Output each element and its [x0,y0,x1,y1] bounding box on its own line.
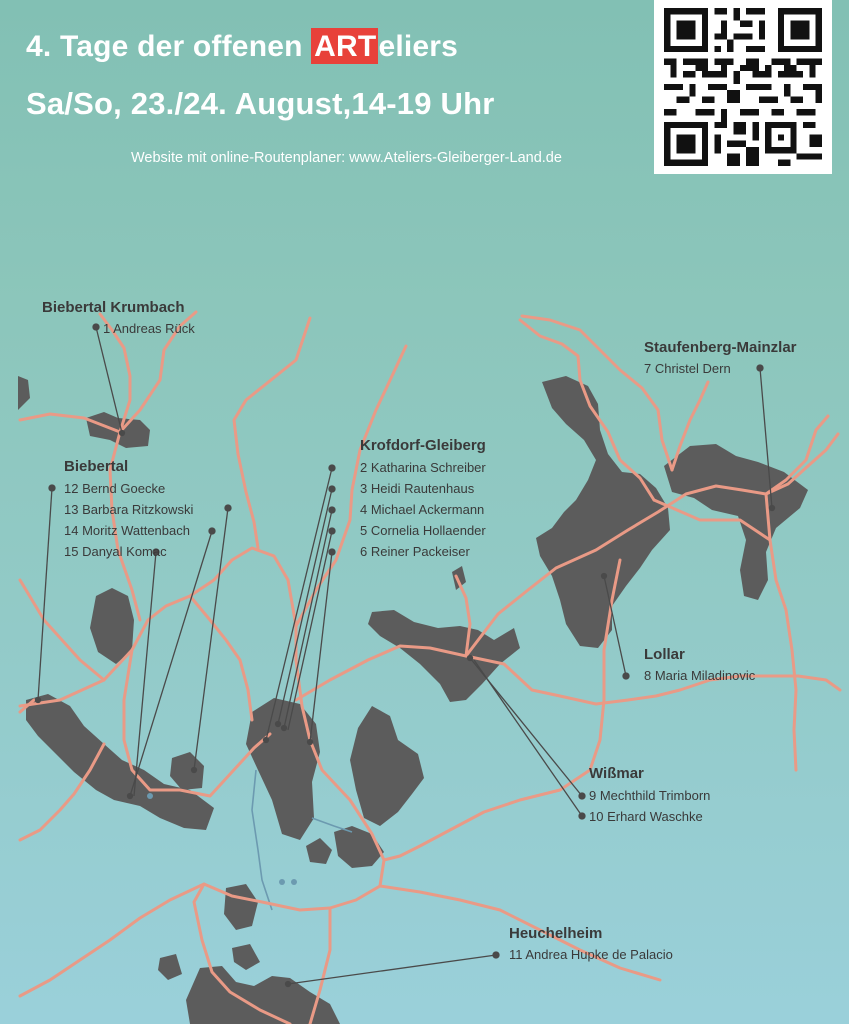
town-gi-far-south [158,954,182,980]
artist-label-11: 11 Andrea Hupke de Palacio [509,947,673,962]
place-label-lollar: Lollar [644,646,685,663]
artist-label-2: 2 Katharina Schreiber [360,460,486,475]
town-gi-south [232,944,260,970]
website-link[interactable]: Website mit online-Routenplaner: www.Ateliers-Gleiberger-Land.de [131,150,562,166]
artist-label-13: 13 Barbara Ritzkowski [64,502,194,517]
road-north [234,318,310,548]
date-line: Sa/So, 23./24. August,14-19 Uhr [26,86,495,121]
place-label-krofdorf: Krofdorf-Gleiberg [360,437,486,454]
artist-label-5: 5 Cornelia Hollaender [360,523,486,538]
poster-title [26,30,458,64]
town-biebertal-east [170,752,204,790]
artist-label-9: 9 Mechthild Trimborn [589,788,711,803]
road-staufenberg-south [766,494,796,770]
place-label-heuchelheim: Heuchelheim [509,925,603,942]
place-label-wissmar: Wißmar [589,765,644,782]
town-lollar [536,376,670,648]
artist-label-7: 7 Christel Dern [644,361,731,376]
place-label-krumbach: Biebertal Krumbach [42,299,185,316]
town-wissmar-north [452,566,466,590]
artist-label-4: 4 Michael Ackermann [360,502,485,517]
town-heuchelheim [186,966,340,1024]
place-label-biebertal: Biebertal [64,458,129,475]
artist-label-14: 14 Moritz Wattenbach [64,523,190,538]
artist-label-12: 12 Bernd Goecke [64,481,166,496]
artist-label-6: 6 Reiner Packeiser [360,544,470,559]
town-small-south [306,838,332,864]
artist-label-1: 1 Andreas Rück [103,321,195,336]
artist-label-8: 8 Maria Miladinovic [644,668,756,683]
qr-code-icon[interactable] [654,0,832,174]
artist-label-15: 15 Danyal Komac [64,544,167,559]
artist-label-3: 3 Heidi Rautenhaus [360,481,475,496]
road-southwest-loop [190,596,252,720]
town-krofdorf [246,698,320,840]
town-gi-west [224,884,258,930]
place-label-staufenberg: Staufenberg-Mainzlar [644,339,797,356]
title-suffix: eliers [378,30,459,63]
town-left-edge [18,376,30,410]
artist-label-10: 10 Erhard Waschke [589,809,703,824]
art-highlight: ART [311,28,378,64]
title-prefix: 4. Tage der offenen [26,30,312,63]
town-launsbach [350,706,424,826]
road-south-west [20,884,204,996]
town-staufenberg [664,444,808,600]
town-wissmar [368,610,520,702]
town-biebertal-north [90,588,134,664]
